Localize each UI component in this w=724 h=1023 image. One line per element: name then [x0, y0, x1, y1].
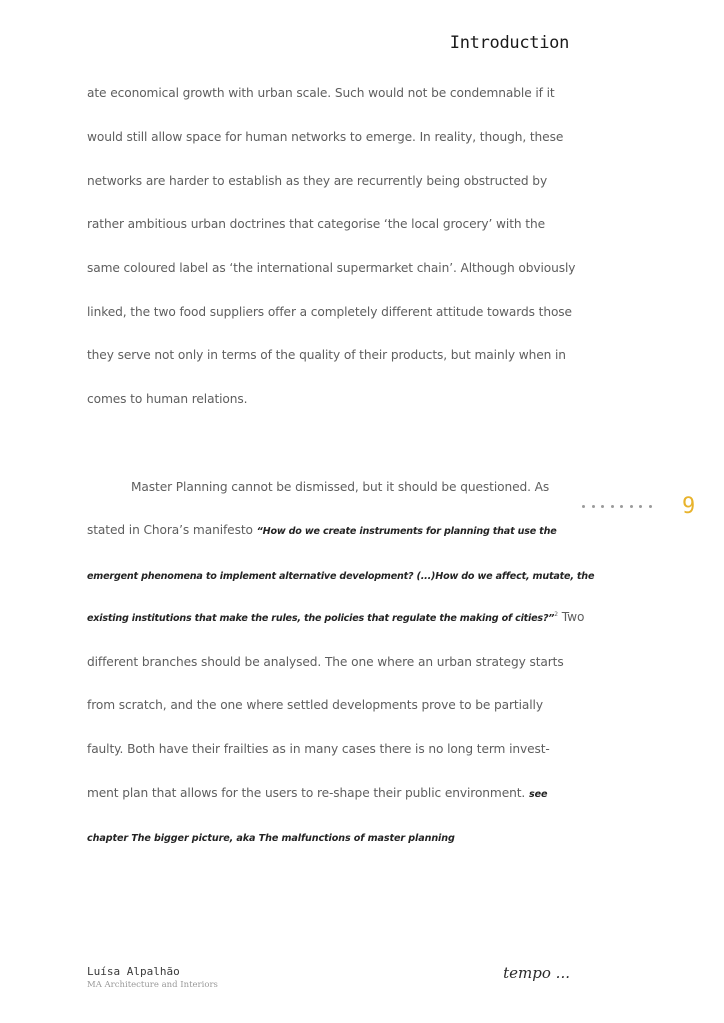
leader-dot [601, 505, 604, 508]
paragraph-line: from scratch, and the one where settled developments prove to be partially [87, 698, 543, 712]
page-title: Introduction [449, 33, 569, 53]
paragraph-line [87, 830, 455, 844]
body-text: stated in Chora’s manifesto [87, 523, 257, 537]
leader-dot [582, 505, 585, 508]
leader-dot [620, 505, 623, 508]
manifesto-quote: existing institutions that make the rules, the policies that regulate the making of cities?” [87, 613, 555, 624]
paragraph-line [87, 568, 594, 582]
paragraph-line [87, 610, 584, 624]
manifesto-quote: emergent phenomena to implement alternative development? (...)How do we affect, mutate, the [87, 571, 595, 582]
leader-dot [630, 505, 633, 508]
leader-dot [649, 505, 652, 508]
body-text: Two [558, 610, 585, 624]
paragraph-line: same coloured label as ‘the international supermarket chain’. Although obviously [87, 261, 576, 275]
leader-dot [639, 505, 642, 508]
paragraph-line: linked, the two food suppliers offer a completely different attitude towards those [87, 305, 572, 319]
paragraph-line: networks are harder to establish as they are recurrently being obstructed by [87, 174, 548, 188]
manifesto-quote: “How do we create instruments for planning that use the [256, 526, 557, 537]
paragraph-line: rather ambitious urban doctrines that categorise ‘the local grocery’ with the [87, 217, 545, 231]
footer-program: MA Architecture and Interiors [87, 980, 218, 990]
paragraph-line: ate economical growth with urban scale. Such would not be condemnable if it [87, 86, 555, 100]
paragraph-line: faulty. Both have their frailties as in many cases there is no long term invest- [87, 742, 550, 756]
footnote-reference[interactable]: 2 [554, 610, 559, 618]
footer-tempo: tempo ... [503, 964, 570, 982]
footer-author: Luísa Alpalhão [87, 965, 180, 978]
page-marker-dots [582, 505, 652, 508]
body-text: ment plan that allows for the users to re-shape their public environment. [87, 786, 529, 800]
paragraph-line [87, 786, 547, 800]
leader-dot [592, 505, 595, 508]
page-number: 9 [682, 494, 696, 519]
paragraph-line [87, 523, 557, 537]
paragraph-line: would still allow space for human networks to emerge. In reality, though, these [87, 130, 564, 144]
paragraph-line: different branches should be analysed. The one where an urban strategy starts [87, 655, 564, 669]
leader-dot [611, 505, 614, 508]
chapter-reference: see [528, 789, 548, 800]
paragraph-line: they serve not only in terms of the quality of their products, but mainly when in [87, 348, 566, 362]
chapter-reference: chapter The bigger picture, aka The malfunctions of master planning [87, 833, 455, 844]
paragraph-line: Master Planning cannot be dismissed, but it should be questioned. As [131, 480, 550, 494]
paragraph-line: comes to human relations. [87, 392, 248, 406]
